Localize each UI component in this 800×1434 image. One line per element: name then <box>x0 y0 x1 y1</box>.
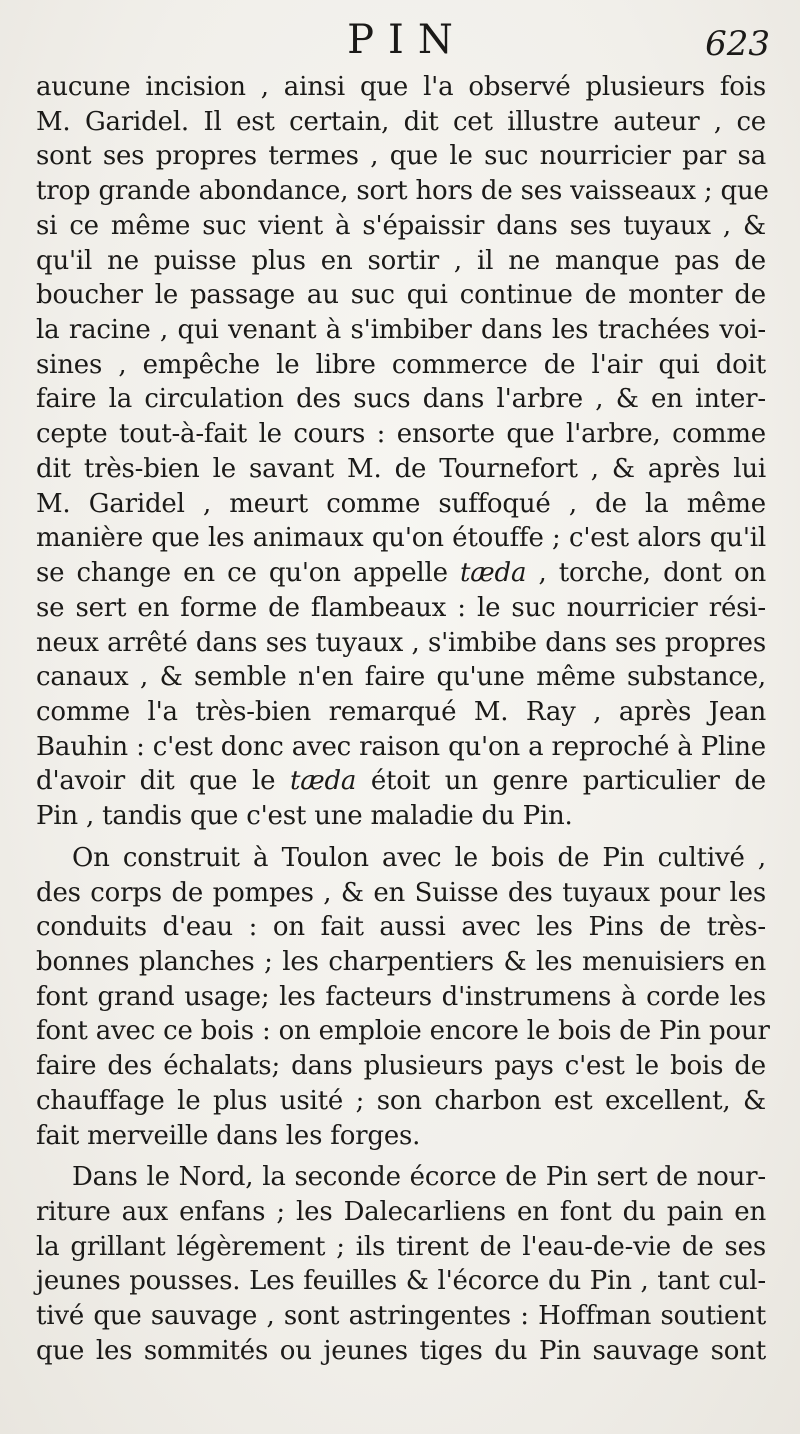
text-line: Pin , tandis que c'est une maladie du Pin. <box>36 801 573 832</box>
text-line: que les sommités ou jeunes tiges du Pin sauvage sont <box>36 1335 766 1366</box>
text-line: Dans le Nord, la seconde écorce de Pin sert de nour- <box>72 1162 766 1193</box>
body-text <box>36 70 770 1369</box>
text-line: bonnes planches ; les charpentiers & les menuisiers en <box>36 946 766 977</box>
text-line: font avec ce bois : on emploie encore le bois de Pin pour <box>36 1016 770 1047</box>
text-line: se change en ce qu'on appelle tæda , torche, dont on <box>36 558 767 589</box>
paragraph-2 <box>36 841 770 1153</box>
text-line: riture aux enfans ; les Dalecarliens en font du pain en <box>36 1197 766 1227</box>
paragraph-1 <box>36 70 769 834</box>
text-line: la grillant légèrement ; ils tirent de l'eau-de-vie de ses <box>36 1231 766 1262</box>
text-line: sines , empêche le libre commerce de l'air qui doit <box>36 349 766 380</box>
running-head <box>0 14 800 74</box>
text-line: canaux , & semble n'en faire qu'une même substance, <box>36 662 766 693</box>
text-line: fait merveille dans les forges. <box>36 1120 421 1151</box>
text-line: la racine , qui venant à s'imbiber dans les trachées voi- <box>36 315 766 346</box>
text-line: manière que les animaux qu'on étouffe ; c'est alors qu'il <box>36 523 766 554</box>
paragraph-gap <box>36 1153 766 1160</box>
text-line: d'avoir dit que le tæda étoit un genre particulier de <box>36 766 766 797</box>
latin-term: tæda <box>289 766 357 797</box>
text-line: cepte tout-à-fait le cours : ensorte que l'arbre, comme <box>36 419 766 450</box>
text-line: chauffage le plus usité ; son charbon est excellent, & <box>36 1085 766 1116</box>
text-line: boucher le passage au suc qui continue de monter de <box>36 280 766 311</box>
text-line: comme l'a très-bien remarqué M. Ray , après Jean <box>36 696 766 727</box>
text-line: M. Garidel , meurt comme suffoqué , de la même <box>36 488 766 519</box>
page-number: 623 <box>705 24 770 64</box>
text-line: des corps de pompes , & en Suisse des tuyaux pour les <box>36 877 766 908</box>
text-line: font grand usage; les facteurs d'instrumens à corde les <box>36 981 766 1012</box>
text-line: neux arrêté dans ses tuyaux , s'imbibe dans ses propres <box>36 627 766 658</box>
text-line: aucune incision , ainsi que l'a observé plusieurs fois <box>36 72 766 102</box>
text-line: conduits d'eau : on fait aussi avec les Pins de très- <box>36 912 766 943</box>
text-line: se sert en forme de flambeaux : le suc nourricier rési- <box>36 592 766 623</box>
paragraph-3 <box>36 1160 766 1368</box>
latin-term: tæda <box>460 558 527 589</box>
text-line: M. Garidel. Il est certain, dit cet illustre auteur , ce <box>36 106 766 137</box>
text-line: jeunes pousses. Les feuilles & l'écorce du Pin , tant cul- <box>36 1266 766 1297</box>
text-line: dit très-bien le savant M. de Tournefort , & après lui <box>36 453 766 484</box>
running-title: PIN <box>347 17 467 63</box>
text-line: faire des échalats; dans plusieurs pays c'est le bois de <box>36 1051 766 1082</box>
text-line: qu'il ne puisse plus en sortir , il ne manque pas de <box>36 245 766 276</box>
paragraph-gap <box>36 834 766 841</box>
text-line: trop grande abondance, sort hors de ses vaisseaux ; que <box>36 176 769 207</box>
text-line: tivé que sauvage , sont astringentes : Hoffman soutient <box>36 1301 766 1332</box>
text-line: sont ses propres termes , que le suc nourricier par sa <box>36 141 766 172</box>
text-line: si ce même suc vient à s'épaissir dans ses tuyaux , & <box>36 210 766 241</box>
text-line: On construit à Toulon avec le bois de Pin cultivé , <box>72 842 766 873</box>
text-line: Bauhin : c'est donc avec raison qu'on a reproché à Pline <box>36 731 766 762</box>
text-line: faire la circulation des sucs dans l'arbre , & en inter- <box>36 384 766 415</box>
